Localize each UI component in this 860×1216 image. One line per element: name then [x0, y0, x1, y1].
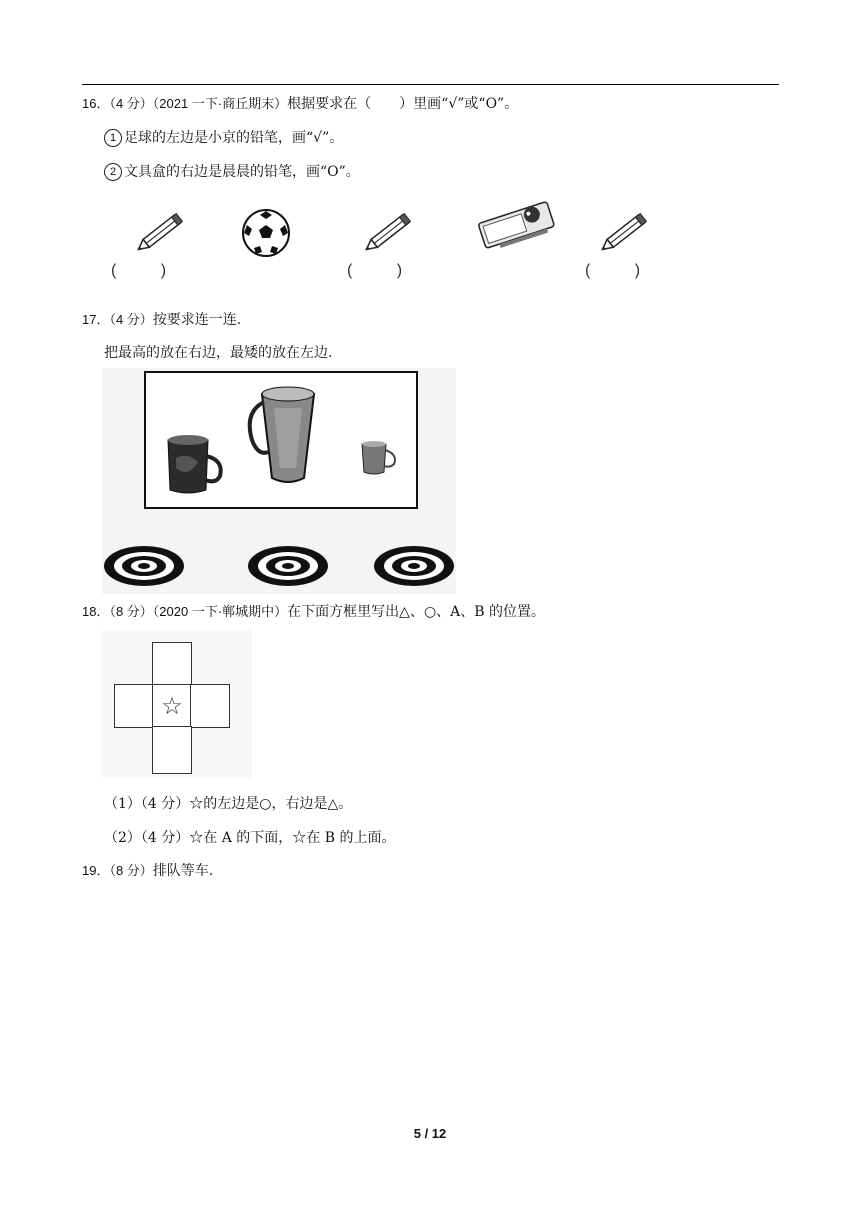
- grid-cell-center: ☆: [152, 684, 192, 728]
- coaster-left: [104, 546, 184, 586]
- answer-blank-1[interactable]: ( ): [111, 262, 167, 279]
- q19-header: [82, 861, 213, 881]
- circled-number-2: 2: [104, 163, 122, 181]
- q18-sub-2: [104, 828, 395, 848]
- q16-item-2: [104, 162, 360, 182]
- q19-stem: 排队等车.: [152, 863, 214, 879]
- header-rule: [82, 84, 779, 85]
- q16-stem: 根据要求在（ ）里画“√”或“O”。: [287, 96, 519, 112]
- q17-header: [82, 310, 241, 330]
- q18-sub-2-text: ☆在 A 的下面，☆在 B 的上面。: [189, 830, 396, 846]
- answer-blank-3[interactable]: ( ): [585, 262, 641, 279]
- page-number: 5 / 12: [413, 1126, 447, 1141]
- circled-number-1: 1: [104, 129, 122, 147]
- pencil-case-icon: [474, 198, 558, 250]
- q16-item-1: [104, 128, 343, 148]
- q17-instruction: 把最高的放在右边，最矮的放在左边.: [104, 345, 333, 361]
- grid-cell-left[interactable]: [114, 684, 154, 728]
- q18-sub-2-label: （2）（4 分）: [104, 830, 190, 846]
- q16-header: [82, 94, 518, 114]
- q16-item-2-text: 文具盒的右边是晨晨的铅笔，画“O”。: [124, 164, 360, 180]
- q18-sub-1-text: ☆的左边是○，右边是△。: [189, 796, 353, 812]
- q18-meta: （8 分）（2020 一下·郸城期中）: [109, 604, 288, 619]
- grid-cell-top[interactable]: [152, 642, 192, 686]
- pencil-icon: [132, 206, 192, 256]
- grid-cell-right[interactable]: [190, 684, 230, 728]
- q19-meta: （8 分）: [109, 863, 153, 878]
- q18-header: [82, 602, 545, 622]
- q17-stem: 按要求连一连.: [152, 312, 242, 328]
- q19-number: 19．: [82, 863, 110, 878]
- coaster-middle: [248, 546, 328, 586]
- q18-sub-1-label: （1）（4 分）: [104, 796, 190, 812]
- answer-blank-2[interactable]: ( ): [347, 262, 403, 279]
- q16-item-1-text: 足球的左边是小京的铅笔，画“√”。: [124, 130, 344, 146]
- coaster-right: [374, 546, 454, 586]
- soccer-ball-icon: [241, 208, 291, 258]
- pencil-icon: [596, 206, 656, 256]
- q17-number: 17．: [82, 312, 110, 327]
- position-grid: [102, 630, 252, 778]
- q16-number: 16．: [82, 96, 110, 111]
- q17-picture: [102, 368, 456, 594]
- q18-sub-1: [104, 794, 352, 814]
- q18-number: 18．: [82, 604, 110, 619]
- q17-meta: （4 分）: [109, 312, 153, 327]
- q16-meta: （4 分）（2021 一下·商丘期末）: [109, 96, 288, 111]
- grid-cell-bottom[interactable]: [152, 726, 192, 774]
- pencil-icon: [360, 206, 420, 256]
- q18-stem: 在下面方框里写出△、○、A、B 的位置。: [287, 604, 546, 620]
